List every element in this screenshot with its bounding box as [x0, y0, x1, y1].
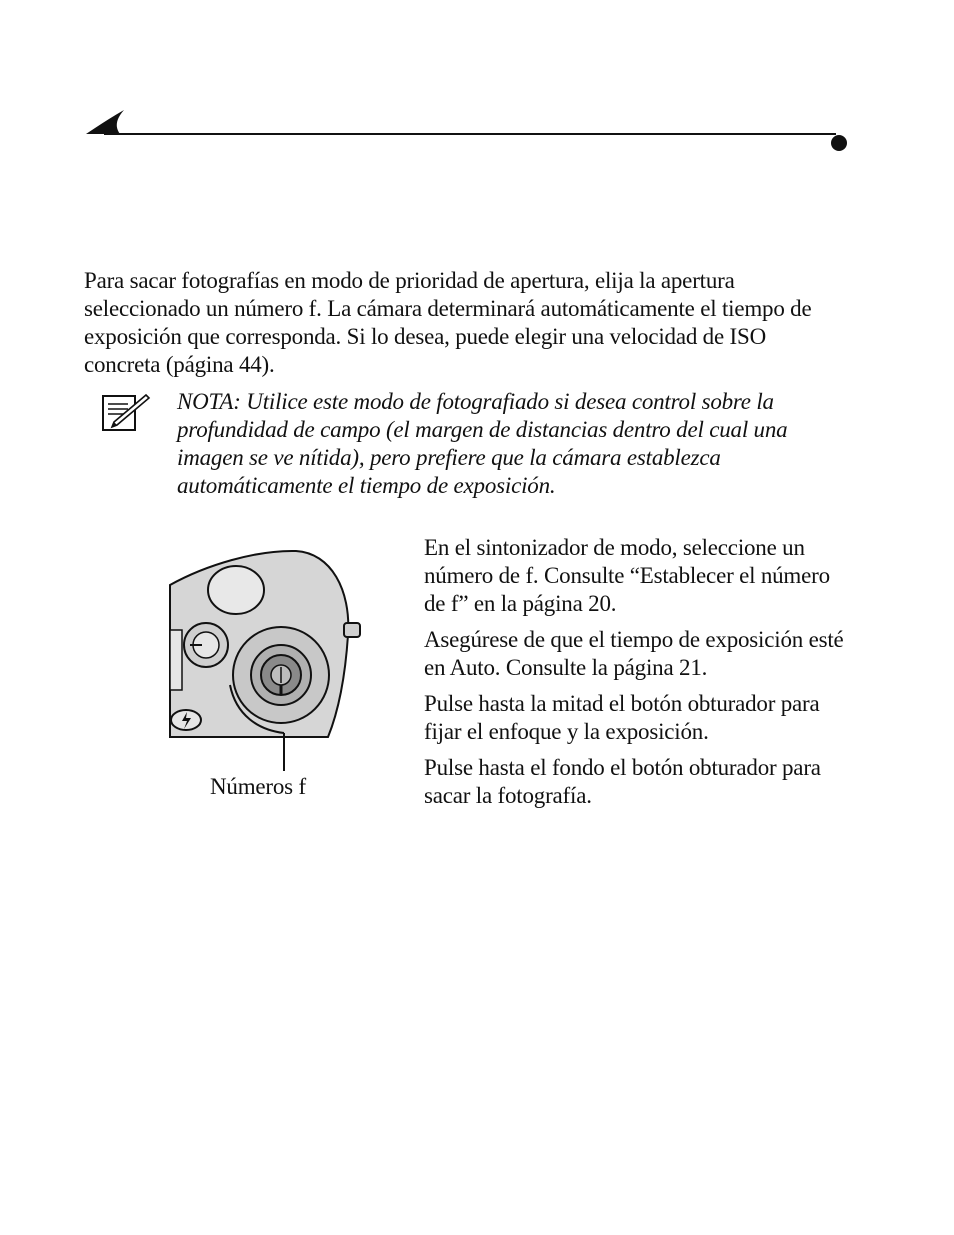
- step-item: En el sintonizador de modo, seleccione un número de f. Consulte “Establecer el número de f” en la página 20.: [424, 535, 830, 616]
- step-item: Asegúrese de que el tiempo de exposición esté en Auto. Consulte la página 21.: [424, 627, 844, 680]
- steps-list: [424, 534, 844, 818]
- figure-caption: Números f: [210, 774, 306, 799]
- intro-paragraph: Para sacar fotografías en modo de prioridad de apertura, elija la apertura seleccionado un número f. La cámara determinará automáticamente el tiempo de exposición que corresponda. Si lo desea, puede elegir una velocidad de ISO concreta (página 44).: [84, 268, 812, 377]
- note-text: NOTA: Utilice este modo de fotografiado si desea control sobre la profundidad de campo (el margen de distancias dentro del cual una imagen se ve nítida), pero prefiere que la cámara establezca automáticamente el tiempo de exposición.: [177, 389, 788, 498]
- step-item: Pulse hasta el fondo el botón obturador para sacar la fotografía.: [424, 755, 821, 808]
- note-pencil-icon: [100, 392, 152, 434]
- step-item: Pulse hasta la mitad el botón obturador para fijar el enfoque y la exposición.: [424, 691, 820, 744]
- camera-dial-illustration: [166, 545, 366, 775]
- header-rule: [84, 108, 854, 158]
- bullet-dot-icon: [831, 135, 847, 151]
